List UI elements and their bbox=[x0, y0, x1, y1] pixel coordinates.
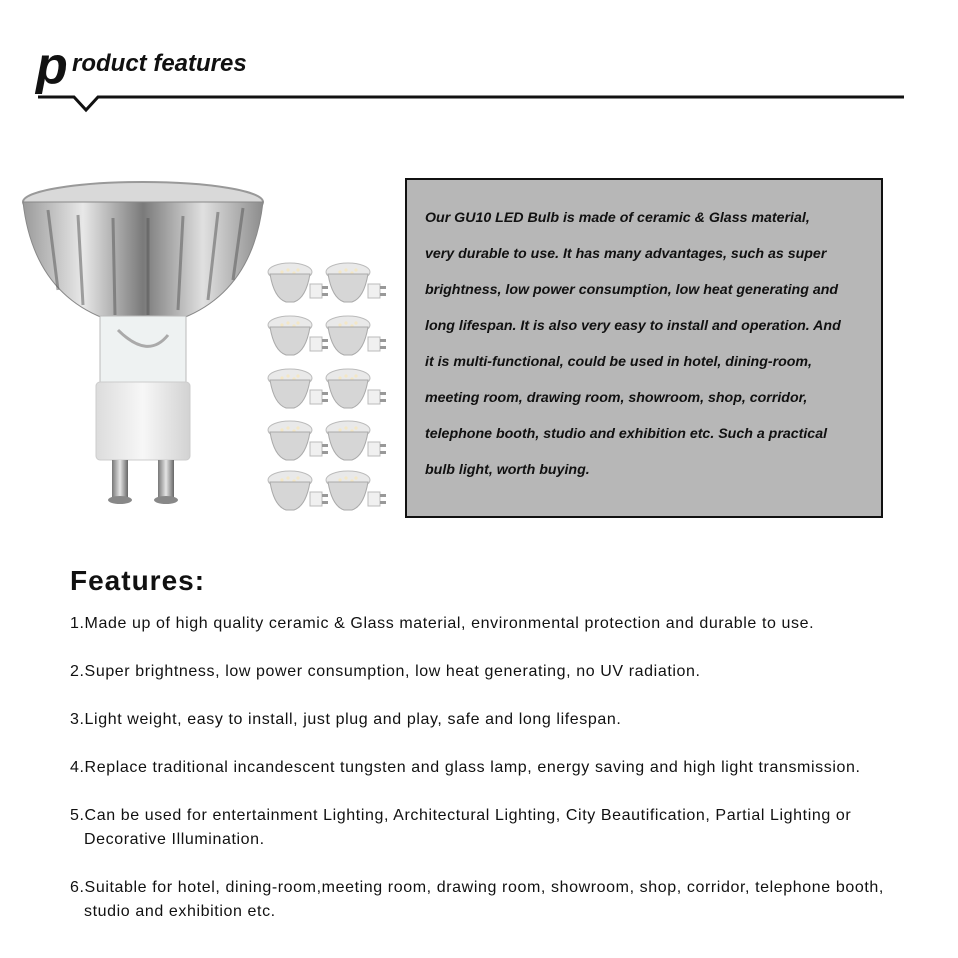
feature-text: 3.Light weight, easy to install, just plug and play, safe and long lifespan. bbox=[70, 711, 622, 728]
feature-item bbox=[70, 876, 930, 924]
feature-text-continued: studio and exhibition etc. bbox=[84, 903, 276, 920]
description-line: long lifespan. It is also very easy to install and operation. And bbox=[425, 318, 841, 334]
title-text: roduct features bbox=[72, 50, 247, 77]
feature-item bbox=[70, 708, 930, 732]
features-list bbox=[70, 612, 930, 948]
section-header bbox=[36, 30, 906, 120]
header-divider bbox=[36, 88, 906, 118]
description-line: bulb light, worth buying. bbox=[425, 462, 590, 478]
feature-text: 1.Made up of high quality ceramic & Glass material, environmental protection and durable to use. bbox=[70, 615, 815, 632]
feature-text: 4.Replace traditional incandescent tungsten and glass lamp, energy saving and high light transmission. bbox=[70, 759, 861, 776]
feature-item bbox=[70, 756, 930, 780]
feature-text: 5.Can be used for entertainment Lighting, Architectural Lighting, City Beautification, Partial Lighting or bbox=[70, 807, 852, 824]
description-line: brightness, low power consumption, low heat generating and bbox=[425, 282, 839, 298]
description-line: it is multi-functional, could be used in hotel, dining-room, bbox=[425, 354, 812, 370]
feature-text: 2.Super brightness, low power consumption, low heat generating, no UV radiation. bbox=[70, 663, 701, 680]
description-line: very durable to use. It has many advantages, such as super bbox=[425, 246, 827, 262]
description-box bbox=[405, 178, 883, 518]
description-line: telephone booth, studio and exhibition etc. Such a practical bbox=[425, 426, 828, 442]
feature-text: 6.Suitable for hotel, dining-room,meeting room, drawing room, showroom, shop, corridor, telephone booth, bbox=[70, 879, 884, 896]
product-image bbox=[18, 170, 388, 515]
feature-text-continued: Decorative Illumination. bbox=[84, 831, 265, 848]
description-line: meeting room, drawing room, showroom, shop, corridor, bbox=[425, 390, 808, 406]
title-initial: p bbox=[36, 37, 67, 95]
feature-item bbox=[70, 660, 930, 684]
features-heading: Features: bbox=[70, 565, 206, 596]
feature-item bbox=[70, 804, 930, 852]
feature-item bbox=[70, 612, 930, 636]
description-line: Our GU10 LED Bulb is made of ceramic & Glass material, bbox=[425, 210, 810, 226]
